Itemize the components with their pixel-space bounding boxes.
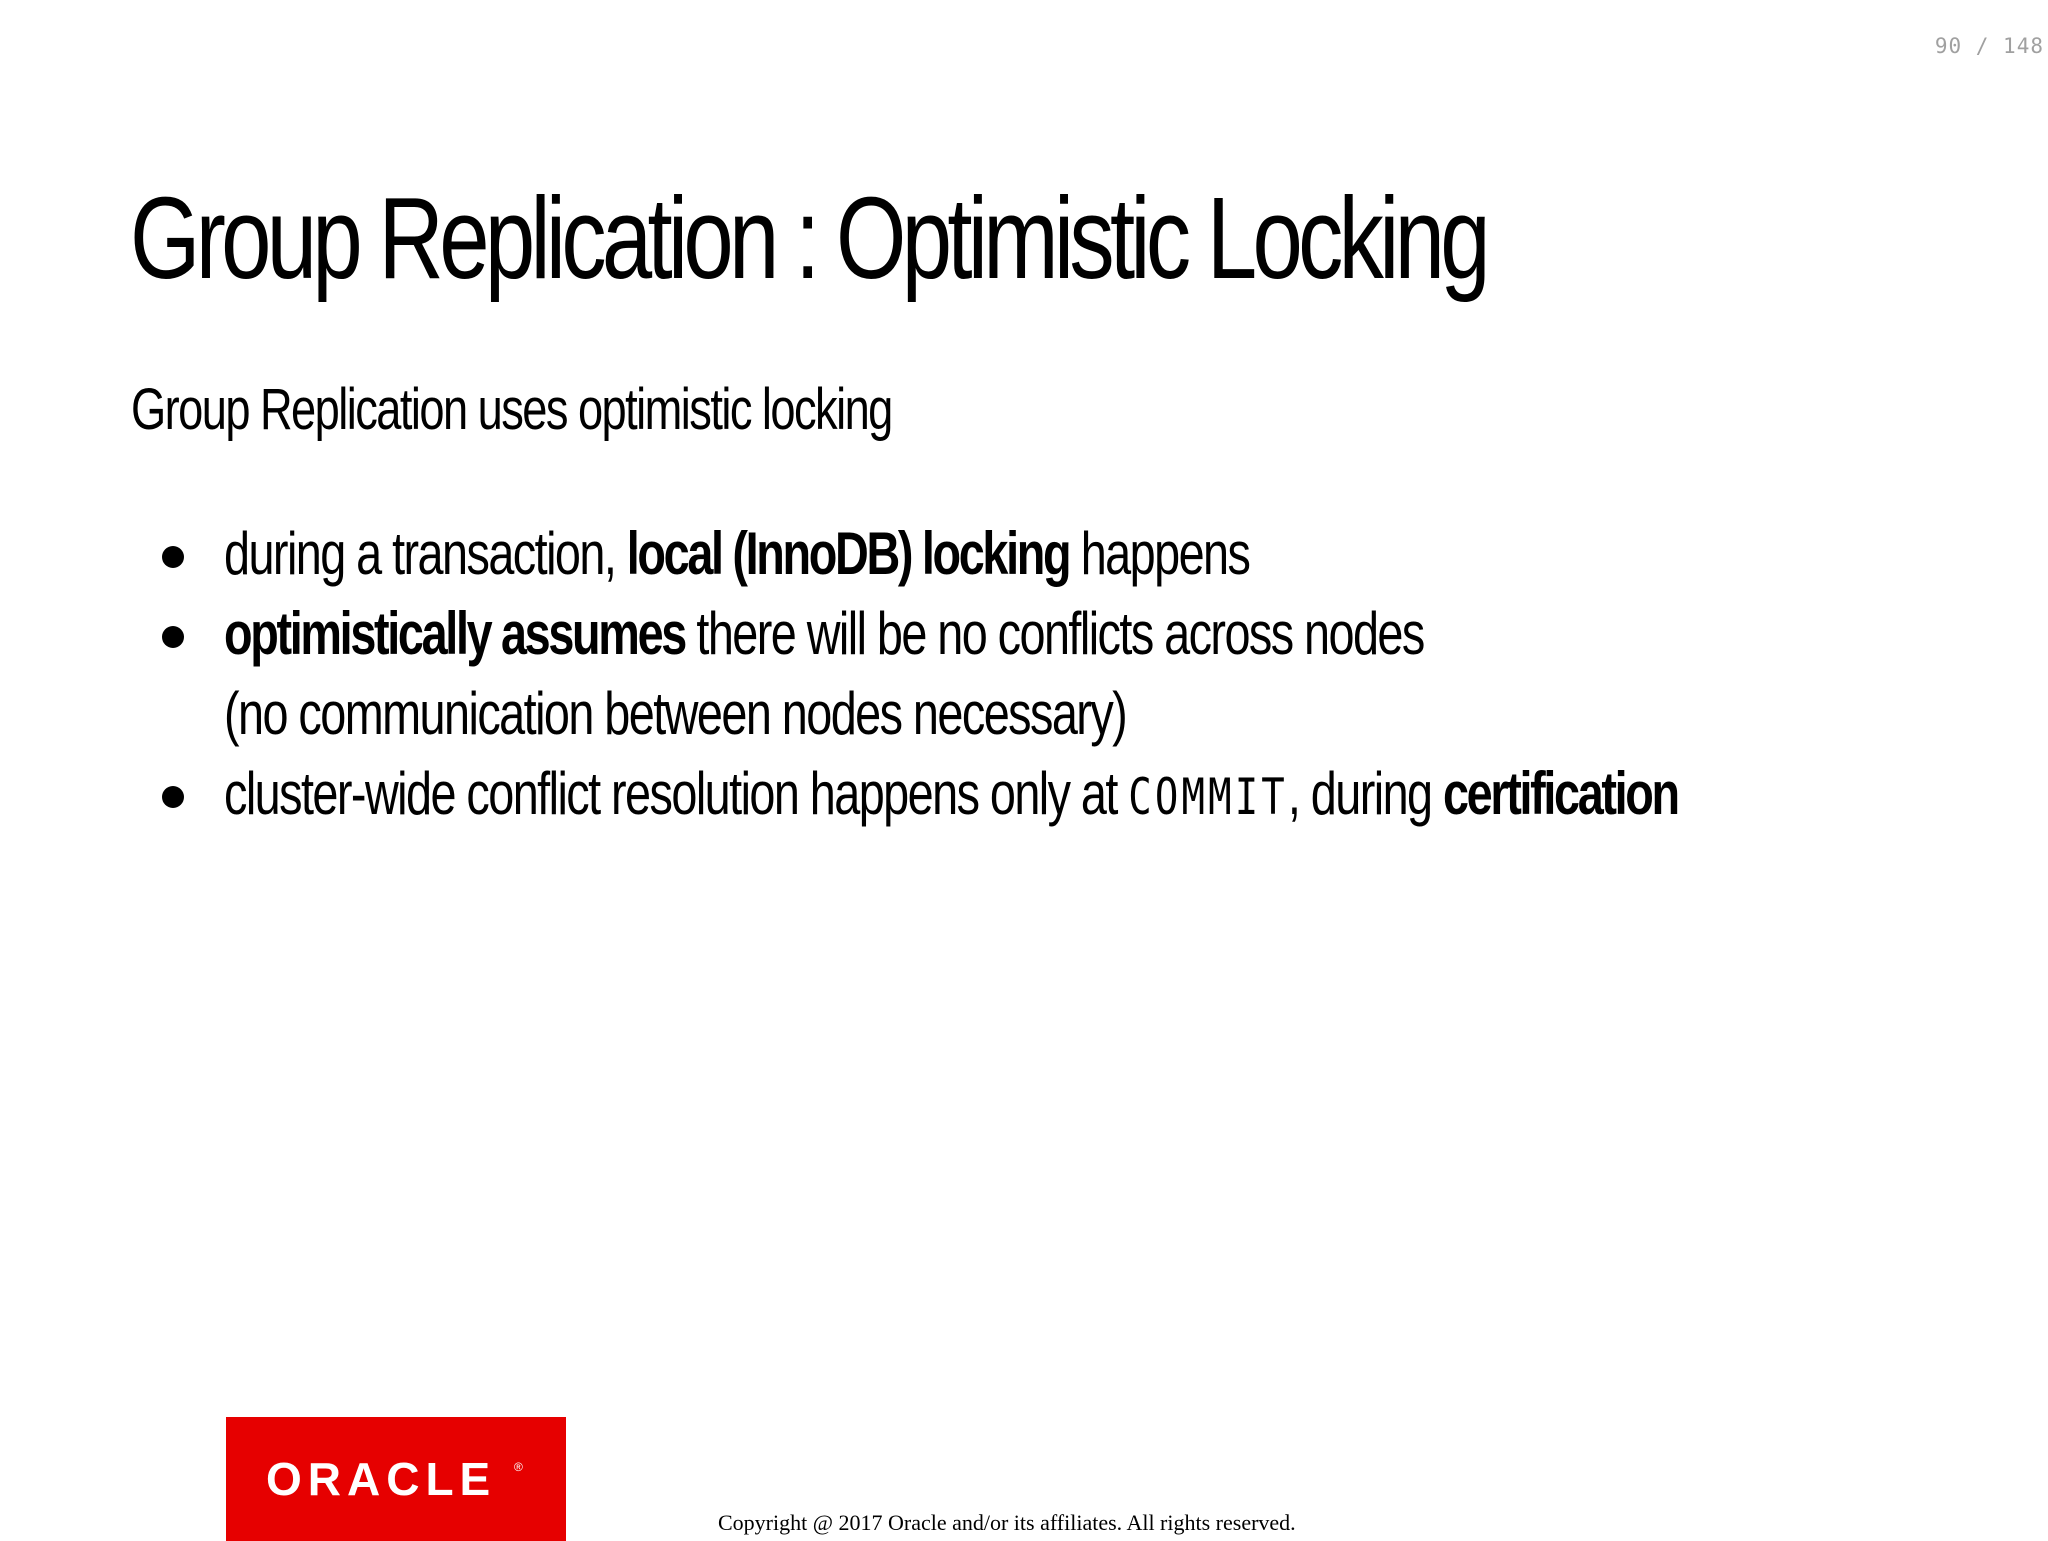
- bullet-item-optimistic: [162, 594, 2048, 674]
- bullet-list: [162, 514, 2048, 837]
- bullet-item-certification: [162, 754, 2048, 837]
- bullet-text-bold: certification: [1442, 760, 1678, 827]
- bullet-text: [224, 514, 1249, 594]
- bullet-text: [224, 754, 1678, 837]
- copyright-notice: Copyright @ 2017 Oracle and/or its affiliates. All rights reserved.: [718, 1510, 1296, 1535]
- bullet-text-plain: during a transaction,: [224, 520, 627, 587]
- bullet-dot-icon: [162, 786, 184, 808]
- bullet-text-bold: local (InnoDB) locking: [626, 520, 1070, 587]
- bullet-text-plain: happens: [1069, 520, 1250, 587]
- bullet-text-plain: there will be no conflicts across nodes: [684, 600, 1424, 667]
- bullet-dot-icon: [162, 626, 184, 648]
- bullet-item-local-locking: [162, 514, 2048, 594]
- bullet-continuation-text: (no communication between nodes necessary): [224, 680, 1127, 747]
- bullet-code-commit: COMMIT: [1128, 768, 1288, 826]
- bullet-text-plain: , during: [1287, 760, 1443, 827]
- bullet-text: [224, 594, 1424, 674]
- slide-subtitle: Group Replication uses optimistic locking: [131, 377, 892, 442]
- oracle-logo-registered: ®: [514, 1460, 523, 1474]
- oracle-logo-icon: [266, 1457, 526, 1501]
- slide-title: Group Replication : Optimistic Locking: [130, 173, 1486, 303]
- bullet-dot-icon: [162, 546, 184, 568]
- oracle-logo: [226, 1417, 566, 1541]
- bullet-text-plain: cluster-wide conflict resolution happens only at: [224, 760, 1129, 827]
- bullet-continuation: [162, 674, 2048, 754]
- oracle-logo-text: ORACLE: [266, 1457, 497, 1501]
- slide-counter-text: 90 / 148: [1934, 34, 2044, 58]
- bullet-text-bold: optimistically assumes: [224, 600, 685, 667]
